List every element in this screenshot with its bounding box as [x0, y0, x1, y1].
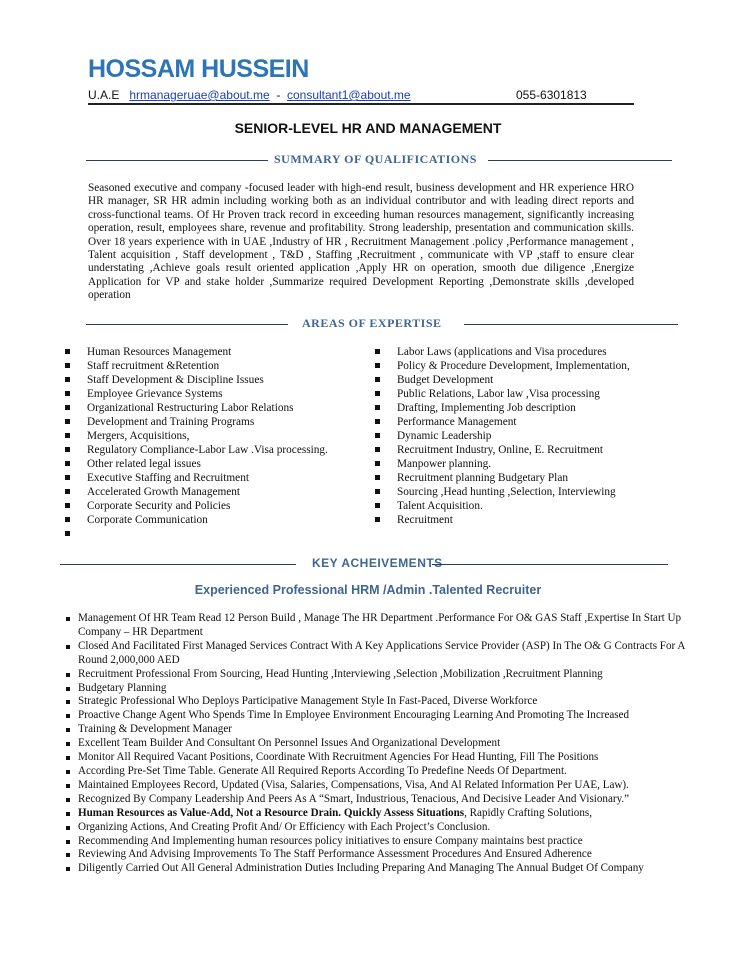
achievement-item — [64, 612, 688, 640]
list-item — [65, 485, 328, 499]
list-item-label: Dynamic Leadership — [397, 430, 492, 442]
bullet-icon — [65, 363, 70, 368]
bullet-icon — [66, 728, 70, 732]
bullet-icon — [66, 700, 70, 704]
list-item — [65, 457, 328, 471]
bullet-icon — [65, 489, 70, 494]
achievement-text: Recruitment Professional From Sourcing, Head Hunting ,Interviewing ,Selection ,Mobilization ,Recruitment Planning — [78, 667, 603, 680]
bullet-icon — [375, 391, 380, 396]
header-divider — [88, 103, 634, 105]
list-item — [65, 387, 328, 401]
bullet-icon — [65, 391, 70, 396]
bullet-icon — [65, 377, 70, 382]
expertise-list-right — [375, 345, 630, 527]
bullet-icon — [375, 461, 380, 466]
achievement-item — [64, 848, 688, 862]
headline: SENIOR-LEVEL HR AND MANAGEMENT — [234, 120, 502, 136]
achievements-subtitle: Experienced Professional HRM /Admin .Talented Recruiter — [194, 583, 542, 597]
list-item-label: Mergers, Acquisitions, — [87, 430, 190, 442]
list-item — [65, 513, 328, 527]
expertise-list-left — [65, 345, 328, 541]
bullet-icon — [65, 531, 70, 536]
achievement-item — [64, 737, 688, 751]
bullet-icon — [375, 475, 380, 480]
bullet-icon — [375, 503, 380, 508]
bullet-icon — [375, 419, 380, 424]
achievement-text: , Rapidly Crafting Solutions, — [464, 806, 592, 819]
achievement-bold-text: Human Resources as Value-Add, Not a Resource Drain. Quickly Assess Situations — [78, 806, 465, 819]
achievement-text: According Pre-Set Time Table. Generate All Required Reports According To Predefine Needs Of Department. — [78, 764, 567, 777]
list-item-label: Staff Development & Discipline Issues — [87, 374, 264, 386]
bullet-icon — [66, 812, 70, 816]
achievement-item — [64, 765, 688, 779]
bullet-icon — [66, 784, 70, 788]
email-separator: - — [276, 88, 281, 102]
achievement-item — [64, 793, 688, 807]
bullet-icon — [375, 489, 380, 494]
bullet-icon — [375, 377, 380, 382]
bullet-icon — [65, 433, 70, 438]
achievement-item — [64, 695, 688, 709]
list-item — [375, 457, 630, 471]
list-item-label: Sourcing ,Head hunting ,Selection, Interviewing — [397, 486, 616, 498]
list-item — [375, 513, 630, 527]
list-item-label: Public Relations, Labor law ,Visa processing — [397, 388, 600, 400]
achievement-text: Excellent Team Builder And Consultant On Personnel Issues And Organizational Development — [78, 737, 501, 750]
bullet-icon — [375, 517, 380, 522]
summary-section-header — [86, 152, 672, 168]
list-item-label: Corporate Communication — [87, 514, 208, 526]
bullet-icon — [66, 617, 70, 621]
achievement-item — [64, 682, 688, 696]
location: U.A.E — [88, 88, 120, 102]
bullet-icon — [65, 349, 70, 354]
list-item — [375, 401, 630, 415]
phone-number: 055-6301813 — [516, 88, 587, 102]
list-item — [375, 443, 630, 457]
bullet-icon — [66, 867, 70, 871]
list-item — [65, 471, 328, 485]
list-item-label: Drafting, Implementing Job description — [397, 402, 576, 414]
achievement-text: Monitor All Required Vacant Positions, Coordinate With Recruitment Agencies For Head Hunting, Fill The Positions — [78, 751, 599, 764]
bullet-icon — [375, 447, 380, 452]
list-item — [375, 485, 630, 499]
achievements-list — [64, 612, 688, 876]
list-item-label: Executive Staffing and Recruitment — [87, 472, 249, 484]
bullet-icon — [375, 433, 380, 438]
achievement-text: Strategic Professional Who Deploys Participative Management Style In Fast-Paced, Diverse Workforce — [78, 695, 538, 708]
achievement-item — [64, 835, 688, 849]
list-item — [375, 471, 630, 485]
list-item — [65, 499, 328, 513]
list-item-label: Accelerated Growth Management — [87, 486, 241, 498]
list-item — [65, 345, 328, 359]
bullet-icon — [66, 645, 70, 649]
achievement-item — [64, 709, 688, 723]
list-item-label: Policy & Procedure Development, Implementation, — [397, 360, 630, 372]
bullet-icon — [65, 475, 70, 480]
achievement-item — [64, 640, 688, 668]
list-item-label: Recruitment — [397, 514, 453, 526]
expertise-section-header — [86, 316, 678, 332]
list-item — [65, 415, 328, 429]
achievement-item — [64, 668, 688, 682]
list-item-label: Manpower planning. — [397, 458, 492, 470]
list-item-label: Staff recruitment &Retention — [87, 360, 220, 372]
list-item-label: Performance Management — [397, 416, 517, 428]
list-item-label: Development and Training Programs — [87, 416, 255, 428]
list-item — [375, 359, 630, 373]
bullet-icon — [66, 714, 70, 718]
bullet-icon — [66, 687, 70, 691]
bullet-icon — [66, 756, 70, 760]
email-link-2[interactable]: consultant1@about.me — [286, 88, 411, 102]
achievement-item — [64, 723, 688, 737]
list-item-label: Recruitment planning Budgetary Plan — [397, 472, 568, 484]
achievement-text: Organizing Actions, And Creating Profit And/ Or Efficiency with Each Project’s Conclusion. — [78, 820, 491, 833]
achievement-item — [64, 779, 688, 793]
achievements-section-header — [60, 556, 668, 572]
list-item-label: Corporate Security and Policies — [87, 500, 231, 512]
achievement-text: Recognized By Company Leadership And Peers As A “Smart, Industrious, Tenacious, And Decisive Leader And Visionary.” — [78, 792, 630, 805]
contact-line — [88, 88, 634, 102]
list-item — [65, 359, 328, 373]
bullet-icon — [66, 826, 70, 830]
achievement-item — [64, 751, 688, 765]
bullet-icon — [66, 853, 70, 857]
list-item — [65, 443, 328, 457]
achievement-text: Proactive Change Agent Who Spends Time In Employee Environment Encouraging Learning And Promoting The Increased — [78, 709, 630, 722]
achievement-text: Recommending And Implementing human resources policy initiatives to ensure Company maintains best practice — [78, 834, 583, 847]
achievement-text: Closed And Facilitated First Managed Services Contract With A Key Applications Service Provider (ASP) In The O& G Contracts For A Round 2,000,000 AED — [78, 639, 685, 666]
achievement-text: Training & Development Manager — [78, 723, 232, 736]
list-item — [375, 387, 630, 401]
bullet-icon — [65, 447, 70, 452]
achievement-text: Reviewing And Advising Improvements To The Staff Performance Assessment Procedures And Ensured Adherence — [78, 848, 592, 861]
divider — [464, 324, 678, 325]
list-item — [65, 401, 328, 415]
list-item — [375, 415, 630, 429]
divider — [432, 564, 668, 565]
list-item — [65, 429, 328, 443]
achievement-text: Management Of HR Team Read 12 Person Build , Manage The HR Department .Performance For O& GAS Staff ,Expertise In Start Up Company – HR Department — [78, 612, 682, 638]
section-title: KEY ACHEIVEMENTS — [312, 556, 443, 570]
list-item — [375, 373, 630, 387]
divider — [488, 160, 672, 161]
list-item-label: Recruitment Industry, Online, E. Recruitment — [397, 444, 604, 456]
bullet-icon — [375, 405, 380, 410]
list-item — [375, 345, 630, 359]
section-title: SUMMARY OF QUALIFICATIONS — [274, 152, 477, 166]
achievement-text: Diligently Carried Out All General Administration Duties Including Preparing And Managing The Annual Budget Of Company — [78, 862, 644, 875]
achievement-text: Maintained Employees Record, Updated (Visa, Salaries, Compensations, Visa, And Al Related Information Per UAE, Law). — [78, 778, 629, 791]
bullet-icon — [65, 419, 70, 424]
divider — [86, 324, 288, 325]
list-item — [65, 527, 328, 541]
list-item — [375, 429, 630, 443]
achievement-item — [64, 862, 688, 876]
divider — [86, 160, 268, 161]
list-item-label: Employee Grievance Systems — [87, 388, 223, 400]
candidate-name: HOSSAM HUSSEIN — [88, 55, 309, 83]
list-item-label: Labor Laws (applications and Visa procedures — [397, 346, 607, 358]
bullet-icon — [65, 405, 70, 410]
list-item — [65, 373, 328, 387]
list-item-label: Other related legal issues — [87, 458, 201, 470]
list-item-label: Human Resources Management — [87, 346, 232, 358]
divider — [60, 564, 296, 565]
bullet-icon — [66, 742, 70, 746]
section-title: AREAS OF EXPERTISE — [302, 316, 442, 330]
bullet-icon — [66, 840, 70, 844]
summary-text: Seasoned executive and company -focused leader with high-end result, business development and HR experience HRO HR manager, SR HR admin including working both as an individual contributor and with leading direct reports and cross-functional teams. Of Hr Proven track record in exceeding human resources management, significantly increasing operation, result, employees share, revenue and profitability. Strong leadership, presentation and communication skills. Over 18 years experience with in UAE ,Industry of HR , Recruitment Management .policy ,Performance management , Talent acquisition , Staff development , T&D , Staffing ,Recruitment , communicate with VP ,staff to ensure clear understating ,Achieve goals result oriented application ,Apply HR on operation, smooth due diligence ,Energize Application for VP and stake holder ,Summarize required Development Reporting ,Demonstrate skills ,developed operation — [88, 182, 634, 302]
email-link-1[interactable]: hrmanageruae@about.me — [129, 88, 270, 102]
list-item-label: Budget Development — [397, 374, 494, 386]
bullet-icon — [65, 517, 70, 522]
bullet-icon — [375, 349, 380, 354]
achievement-item — [64, 807, 688, 821]
bullet-icon — [66, 770, 70, 774]
bullet-icon — [65, 503, 70, 508]
achievement-item — [64, 821, 688, 835]
bullet-icon — [66, 673, 70, 677]
bullet-icon — [66, 798, 70, 802]
list-item — [375, 499, 630, 513]
achievement-text: Budgetary Planning — [78, 681, 167, 694]
list-item-label: Talent Acquisition. — [397, 500, 483, 512]
list-item-label: Organizational Restructuring Labor Relations — [87, 402, 294, 414]
list-item-label: Regulatory Compliance-Labor Law .Visa processing. — [87, 444, 328, 456]
bullet-icon — [375, 363, 380, 368]
bullet-icon — [65, 461, 70, 466]
